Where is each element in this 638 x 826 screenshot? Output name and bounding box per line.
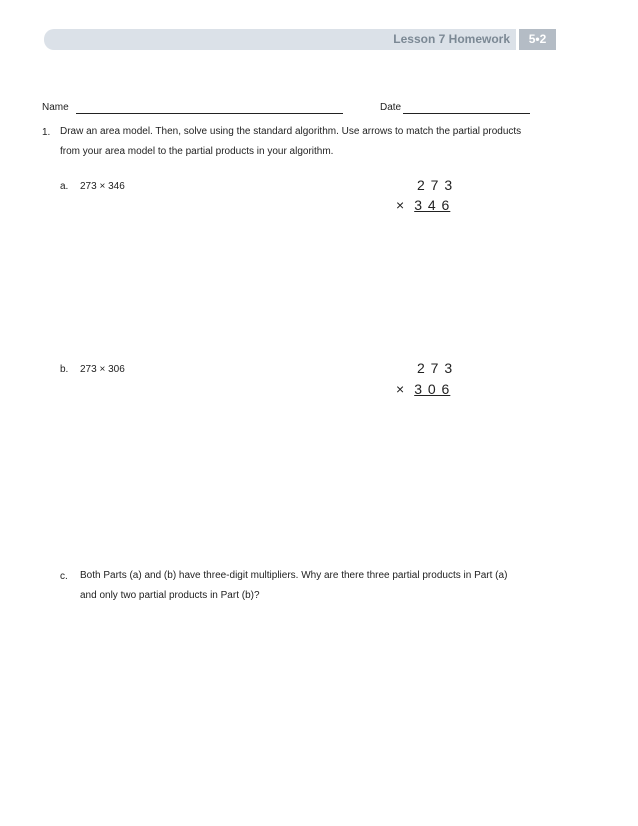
module-badge: 5•2 [519, 29, 556, 50]
part-a-letter: a. [60, 181, 69, 192]
part-b-multiplier: 3 0 6 [414, 381, 451, 397]
name-label: Name [42, 102, 69, 113]
part-a-multiplier: 3 4 6 [414, 197, 451, 213]
part-a-expression: 273 × 346 [80, 181, 125, 192]
date-label: Date [380, 102, 402, 113]
part-a-multiplicand: 2 7 3 [417, 177, 454, 193]
instructions-line-2: from your area model to the partial products in your algorithm. [60, 146, 334, 157]
part-c-letter: c. [60, 571, 68, 582]
part-c-line-1: Both Parts (a) and (b) have three-digit multipliers. Why are there three partial products in Part (a) [80, 570, 508, 581]
lesson-title: Lesson 7 Homework [393, 32, 510, 46]
problem-instructions [60, 122, 600, 162]
header-bar [44, 29, 516, 50]
part-b-expression: 273 × 306 [80, 364, 125, 375]
problem-number: 1. [42, 127, 51, 138]
part-b-multiplicand: 2 7 3 [417, 360, 454, 376]
part-a-multiplier-row [396, 197, 450, 213]
part-c-question [80, 566, 600, 606]
date-blank[interactable] [403, 113, 530, 114]
part-b-letter: b. [60, 364, 69, 375]
part-b-times-sign: × [396, 381, 405, 397]
part-c-line-2: and only two partial products in Part (b)? [80, 590, 260, 601]
name-blank[interactable] [76, 113, 343, 114]
instructions-line-1: Draw an area model. Then, solve using the standard algorithm. Use arrows to match the partial products [60, 126, 522, 137]
part-a-times-sign: × [396, 197, 405, 213]
part-b-multiplier-row [396, 381, 450, 397]
